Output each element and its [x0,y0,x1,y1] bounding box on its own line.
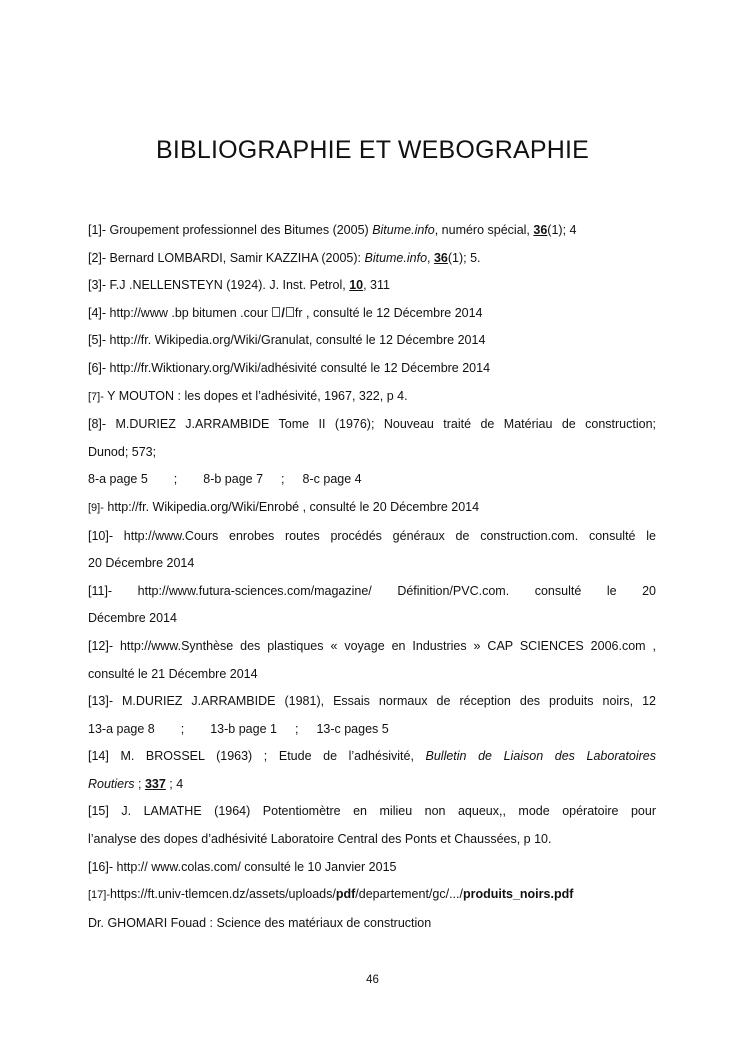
reference-number: [12]- [88,638,114,653]
reference-9: [9]- http://fr. Wikipedia.org/Wiki/Enrobé , consulté le 20 Décembre 2014 [88,499,480,514]
reference-number: [14] [88,749,109,764]
reference-number: [7]- [88,390,104,403]
reference-number: [2]- [88,250,107,265]
reference-17: [17]-https://ft.univ-tlemcen.dz/assets/uploads/pdf/departement/gc/.../produits_noirs.pdf [88,887,574,902]
reference-12: [12]- http://www.Synthèse des plastiques « voyage en Industries » CAP SCIENCES 2006.com , [88,638,656,653]
reference-14-line-2: Routiers ; 337 ; 4 [88,776,184,791]
reference-number: [4]- [88,305,107,320]
reference-11-line-2: Décembre 2014 [88,611,177,626]
reference-1: [1]- Groupement professionnel des Bitumes (2005) Bitume.info, numéro spécial, 36(1); 4 [88,223,577,237]
reference-14: [14] M. BROSSEL (1963) ; Etude de l’adhésivité, Bulletin de Liaison des Laboratoires [88,749,657,764]
reference-13: [13]- M.DURIEZ J.ARRAMBIDE (1981), Essais normaux de réception des produits noirs, 12 [88,694,656,709]
reference-number: [13]- [88,694,114,709]
reference-15-line-2: l’analyse des dopes d’adhésivité Laboratoire Central des Ponts et Chaussées, p 10. [88,832,552,847]
reference-number: [16]- [88,859,114,874]
reference-11: [11]- http://www.futura-sciences.com/magazine/ Définition/PVC.com. consulté le 20 [88,583,656,598]
reference-8-subpages: 8-a page 5 ; 8-b page 7 ; 8-c page 4 [88,472,362,487]
reference-list [88,217,656,937]
reference-number: [17]- [88,889,111,902]
reference-number: [3]- [88,278,107,293]
reference-number: [9]- [88,501,104,514]
reference-number: [6]- [88,360,107,375]
reference-number: [1]- [88,223,107,237]
reference-number: [8]- [88,417,107,432]
reference-3: [3]- F.J .NELLENSTEYN (1924). J. Inst. Petrol, 10, 311 [88,278,390,293]
reference-18: Dr. GHOMARI Fouad : Science des matériaux de construction [88,915,432,930]
reference-number: [10]- [88,528,114,543]
reference-8: [8]- M.DURIEZ J.ARRAMBIDE Tome II (1976); Nouveau traité de Matériau de construction; [88,417,656,432]
reference-7: [7]- Y MOUTON : les dopes et l’adhésivité, 1967, 322, p 4. [88,388,408,403]
page-title: BIBLIOGRAPHIE ET WEBOGRAPHIE [155,136,590,164]
reference-15: [15] J. LAMATHE (1964) Potentiomètre en milieu non aqueux,, mode opératoire pour [88,804,656,819]
reference-number: [11]- [88,583,113,598]
reference-6: [6]- http://fr.Wiktionary.org/Wiki/adhésivité consulté le 12 Décembre 2014 [88,360,491,375]
reference-10-line-2: 20 Décembre 2014 [88,556,195,571]
reference-16: [16]- http:// www.colas.com/ consulté le 10 Janvier 2015 [88,859,397,874]
reference-8-line-2: Dunod; 573; [88,444,157,459]
reference-10: [10]- http://www.Cours enrobes routes procédés généraux de construction.com. consulté le [88,528,656,543]
reference-13-subpages: 13-a page 8 ; 13-b page 1 ; 13-c pages 5 [88,721,389,736]
reference-5: [5]- http://fr. Wikipedia.org/Wiki/Granulat, consulté le 12 Décembre 2014 [88,333,486,348]
reference-2: [2]- Bernard LOMBARDI, Samir KAZZIHA (2005): Bitume.info, 36(1); 5. [88,250,481,265]
reference-12-line-2: consulté le 21 Décembre 2014 [88,666,258,681]
page-number: 46 [366,974,379,986]
reference-number: [15] [88,804,109,819]
reference-number: [5]- [88,333,107,348]
reference-4: [4]- http://www .bp bitumen .cour / fr , consulté le 12 Décembre 2014 [88,305,483,320]
missing-glyph-icon [286,307,294,317]
missing-glyph-icon [272,307,280,317]
